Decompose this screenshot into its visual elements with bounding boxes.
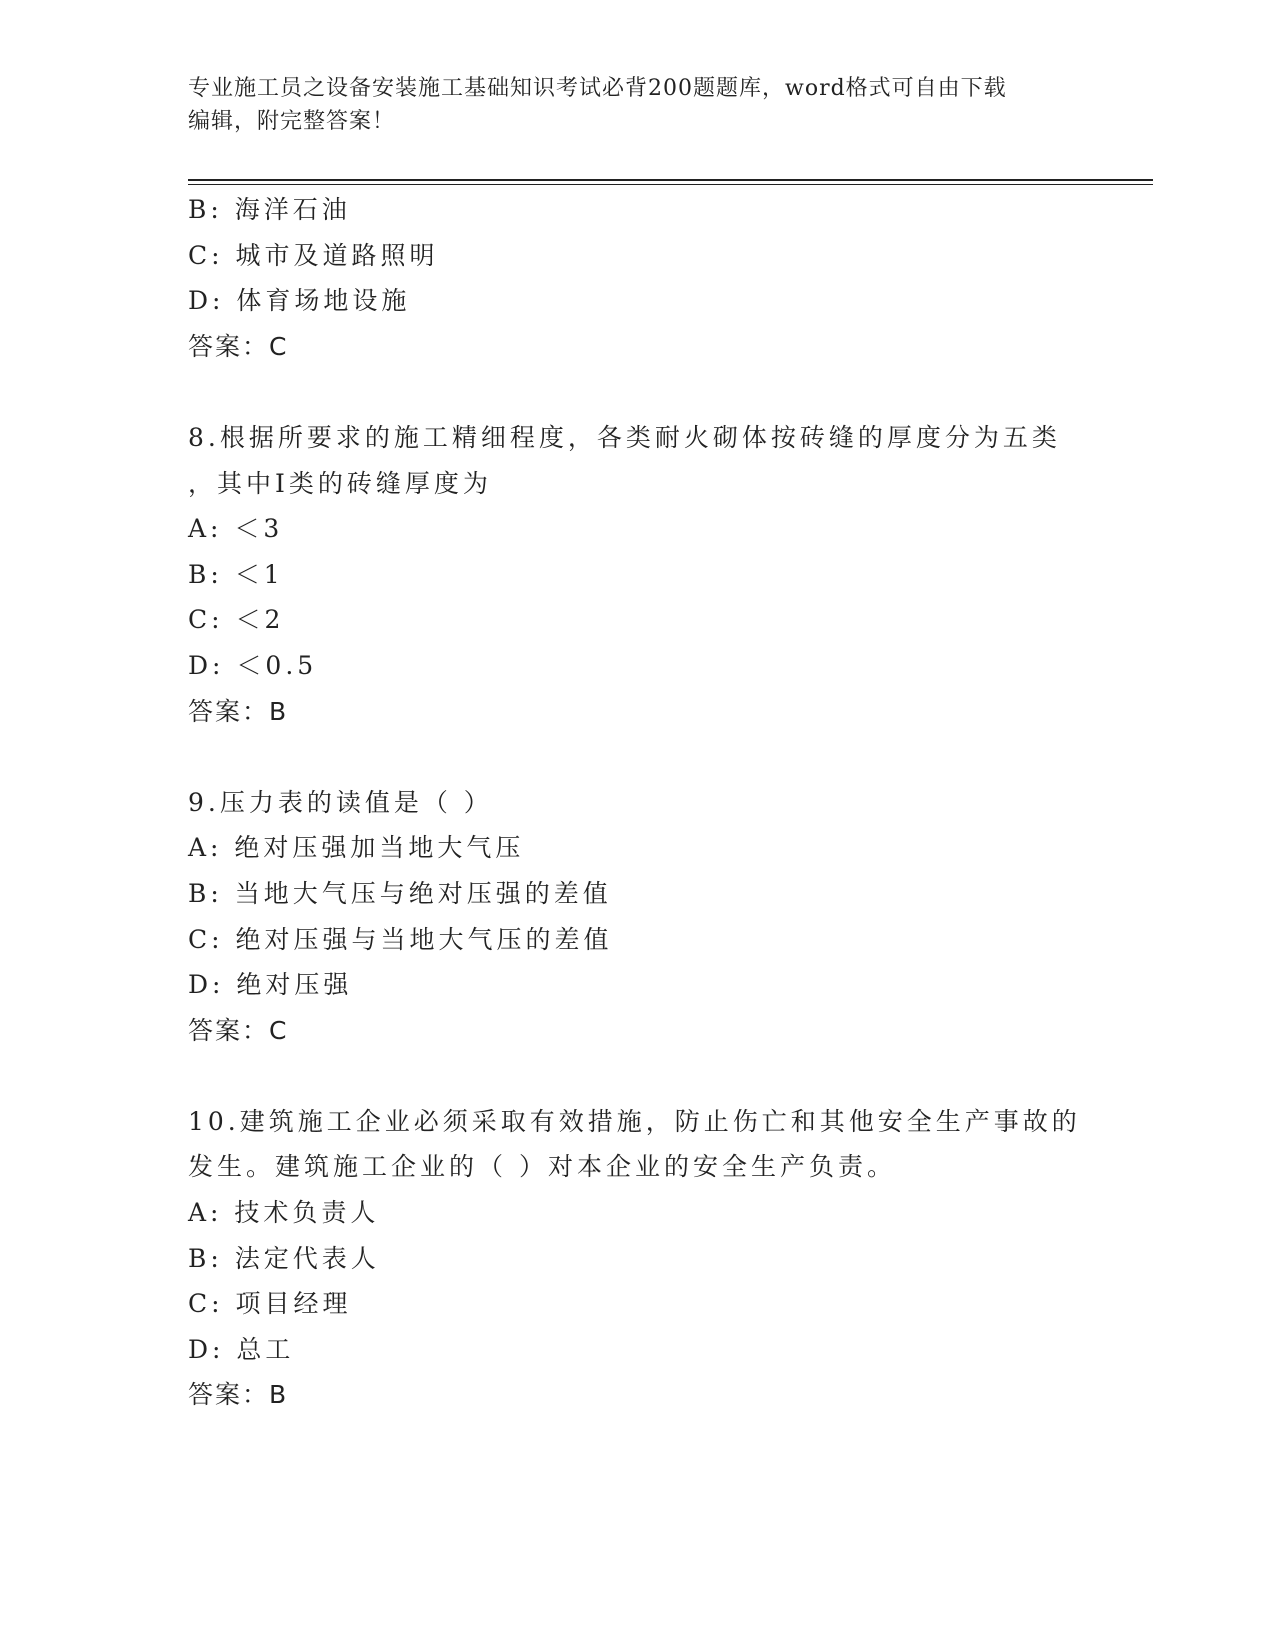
option-b: B: 海洋石油 [188, 195, 351, 224]
option-d: D: 总工 [188, 1334, 295, 1364]
option-b: B: 当地大气压与绝对压强的差值 [188, 878, 612, 908]
option-c: C: 城市及道路照明 [188, 240, 439, 270]
answer-line: 答案：C [188, 1015, 289, 1045]
question-stem: 发生。建筑施工企业的（ ）对本企业的安全生产负责。 [188, 1152, 896, 1182]
option-c: C: 绝对压强与当地大气压的差值 [188, 924, 613, 954]
header-rule-thick [188, 179, 1153, 181]
header-line-1: 专业施工员之设备安装施工基础知识考试必背200题题库，word格式可自由下载 [188, 76, 1007, 101]
document-header [188, 72, 1068, 138]
header-line-2: 编辑，附完整答案！ [188, 109, 396, 134]
option-c: C: 项目经理 [188, 1289, 352, 1319]
question-8 [188, 415, 1088, 734]
question-10 [188, 1099, 1088, 1418]
header-rule-thin [188, 184, 1153, 185]
option-a: A: 绝对压强加当地大气压 [188, 833, 525, 863]
option-a: A: ＜3 [188, 514, 284, 544]
answer-line: 答案：C [188, 331, 289, 361]
option-b: B: 法定代表人 [188, 1243, 380, 1273]
question-stem: 9.压力表的读值是（ ） [188, 787, 493, 817]
answer-line: 答案：B [188, 1380, 289, 1410]
question-stem: 10.建筑施工企业必须采取有效措施，防止伤亡和其他安全生产事故的 [188, 1106, 1081, 1136]
question-content [188, 187, 1088, 1418]
question-stem: ，其中Ⅰ类的砖缝厚度为 [188, 468, 492, 498]
option-d: D: 绝对压强 [188, 970, 353, 1000]
question-7-continued [188, 187, 1088, 369]
option-b: B: ＜1 [188, 559, 284, 589]
option-c: C: ＜2 [188, 605, 285, 635]
option-a: A: 技术负责人 [188, 1198, 380, 1228]
option-d: D: 体育场地设施 [188, 286, 411, 316]
question-stem: 8.根据所要求的施工精细程度，各类耐火砌体按砖缝的厚度分为五类 [188, 422, 1061, 452]
answer-line: 答案：B [188, 696, 289, 726]
option-d: D: ＜0.5 [188, 650, 318, 680]
question-9 [188, 780, 1088, 1054]
